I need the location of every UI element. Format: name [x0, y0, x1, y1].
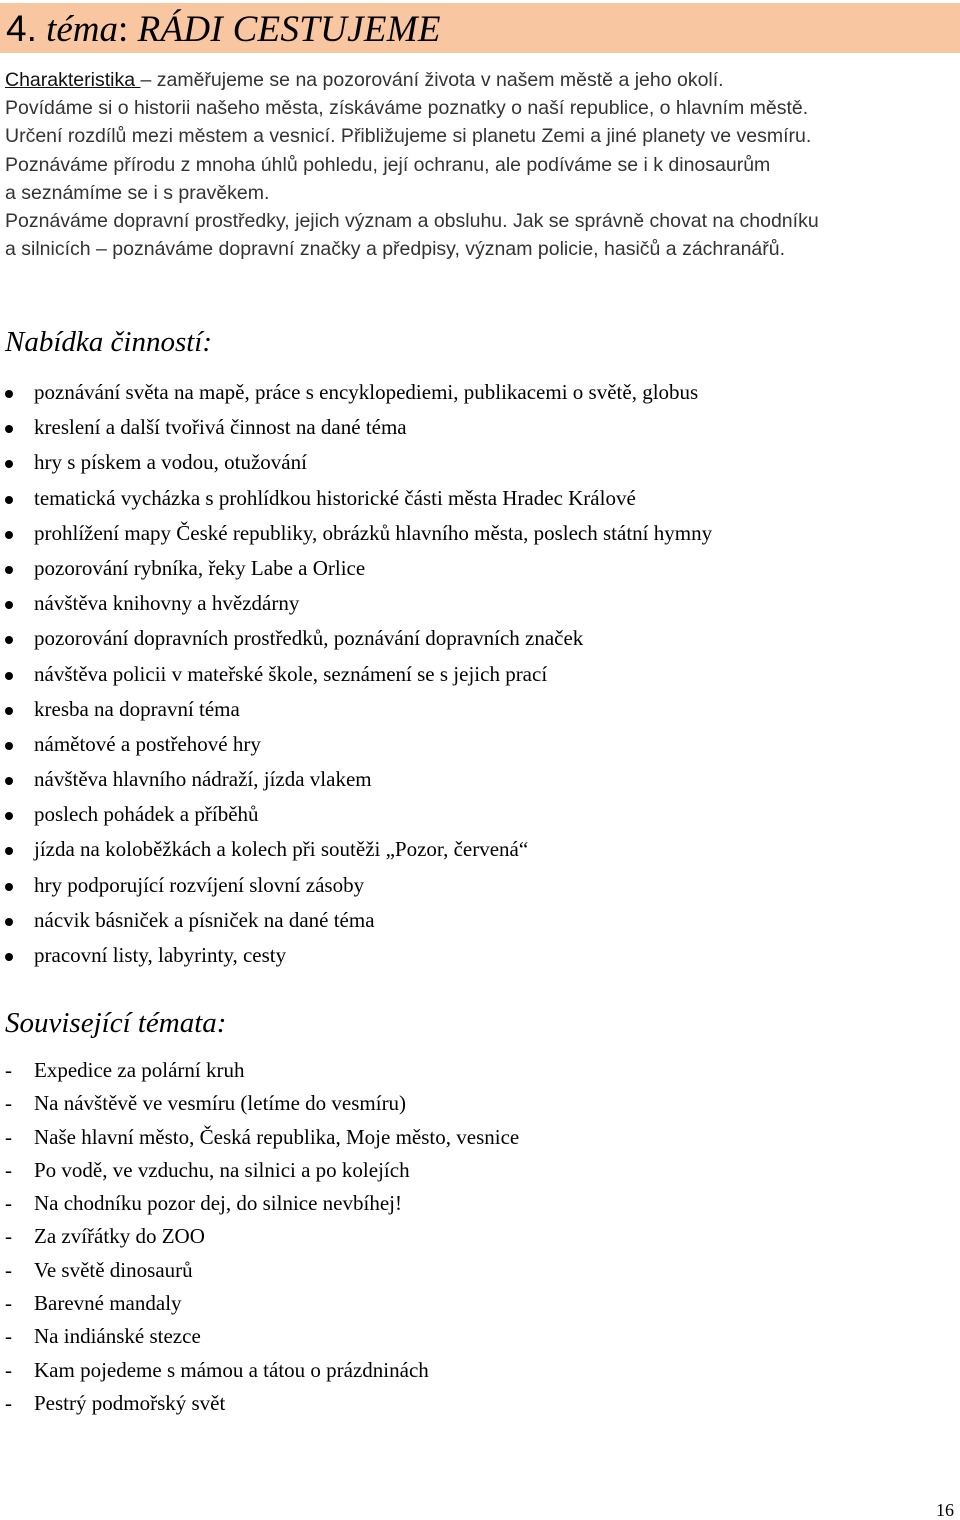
characteristics-paragraph	[5, 66, 957, 263]
topic-label: téma	[46, 9, 119, 50]
dash-marker: -	[5, 1257, 12, 1282]
list-item-text: Naše hlavní město, Česká republika, Moje město, vesnice	[34, 1124, 520, 1149]
bullet-icon	[5, 531, 13, 539]
bullet-icon	[5, 918, 13, 926]
list-item	[0, 868, 960, 903]
list-item	[0, 1320, 960, 1353]
intro-line-4: Poznáváme přírodu z mnoha úhlů pohledu, její ochranu, ale podíváme se i k dinosaurům	[5, 153, 771, 176]
page-number: 16	[936, 1500, 954, 1520]
list-item-text: návštěva knihovny a hvězdárny	[34, 591, 300, 616]
dash-marker: -	[5, 1357, 12, 1382]
list-item-text: Po vodě, ve vzduchu, na silnici a po kolejích	[34, 1157, 410, 1182]
list-item-text: Na chodníku pozor dej, do silnice nevbíhej!	[34, 1191, 402, 1216]
list-item	[0, 1220, 960, 1253]
bullet-icon	[5, 812, 13, 820]
list-item	[0, 762, 960, 797]
list-item-text: prohlížení mapy České republiky, obrázků hlavního města, poslech státní hymny	[34, 520, 713, 545]
list-item-text: tematická vycházka s prohlídkou historické části města Hradec Králové	[34, 485, 636, 510]
list-item-text: Na indiánské stezce	[34, 1324, 201, 1349]
list-item	[0, 410, 960, 445]
list-item-text: Na návštěvě ve vesmíru (letíme do vesmíru)	[34, 1091, 407, 1116]
related-topics-heading: Související témata:	[5, 1007, 227, 1039]
list-item	[0, 1254, 960, 1287]
bullet-icon	[5, 460, 13, 468]
list-item-text: hry podporující rozvíjení slovní zásoby	[34, 872, 365, 897]
bullet-icon	[5, 390, 13, 398]
list-item-text: pozorování rybníka, řeky Labe a Orlice	[34, 555, 366, 580]
dash-marker: -	[5, 1124, 12, 1149]
list-item	[0, 445, 960, 480]
list-item	[0, 797, 960, 832]
list-item	[0, 1354, 960, 1387]
topic-header-bar	[0, 3, 960, 53]
intro-line-5: a seznámíme se i s pravěkem.	[5, 181, 270, 204]
topic-colon: :	[118, 9, 129, 50]
intro-line-2: Povídáme si o historii našeho města, získáváme poznatky o naší republice, o hlavním městě.	[5, 97, 809, 120]
list-item-text: Pestrý podmořský svět	[34, 1390, 226, 1415]
bullet-icon	[5, 496, 13, 504]
bullet-icon	[5, 636, 13, 644]
list-item-text: návštěva hlavního nádraží, jízda vlakem	[34, 767, 372, 792]
list-item-text: Za zvířátky do ZOO	[34, 1224, 205, 1249]
topic-title	[6, 7, 441, 52]
topic-name: RÁDI CESTUJEME	[137, 9, 441, 50]
dash-marker: -	[5, 1291, 12, 1316]
list-item-text: Ve světě dinosaurů	[34, 1257, 193, 1282]
dash-marker: -	[5, 1191, 12, 1216]
list-item-text: nácvik básniček a písniček na dané téma	[34, 907, 375, 932]
intro-line-1	[5, 66, 957, 94]
list-item-text: poslech pohádek a příběhů	[34, 802, 259, 827]
bullet-icon	[5, 953, 13, 961]
dash-marker: -	[5, 1058, 12, 1082]
list-item	[0, 692, 960, 727]
bullet-icon	[5, 425, 13, 433]
dash-marker: -	[5, 1224, 12, 1249]
list-item	[0, 481, 960, 516]
bullet-icon	[5, 601, 13, 609]
related-topics-list	[0, 1054, 960, 1420]
list-item	[0, 1287, 960, 1320]
list-item	[0, 1387, 960, 1420]
list-item	[0, 586, 960, 621]
bullet-icon	[5, 707, 13, 715]
intro-line-3: Určení rozdílů mezi městem a vesnicí. Přibližujeme si planetu Zemi a jiné planety ve vesmíru.	[5, 125, 812, 148]
dash-marker: -	[5, 1324, 12, 1349]
list-item-text: hry s pískem a vodou, otužování	[34, 450, 307, 475]
list-item	[0, 1187, 960, 1220]
bullet-icon	[5, 847, 13, 855]
list-item-text: Barevné mandaly	[34, 1291, 182, 1316]
list-item-text: poznávání světa na mapě, práce s encyklopediemi, publikacemi o světě, globus	[34, 380, 699, 404]
intro-line-7: a silnicích – poznáváme dopravní značky a předpisy, význam policie, hasičů a záchranářů.	[5, 238, 786, 261]
list-item	[0, 1121, 960, 1154]
characteristics-label: Charakteristika	[5, 69, 141, 91]
list-item-text: námětové a postřehové hry	[34, 731, 261, 756]
list-item	[0, 516, 960, 551]
list-item	[0, 657, 960, 692]
list-item-text: návštěva policii v mateřské škole, seznámení se s jejich prací	[34, 661, 548, 686]
list-item-text: kreslení a další tvořivá činnost na dané téma	[34, 415, 407, 440]
list-item-text: pracovní listy, labyrinty, cesty	[34, 943, 287, 967]
bullet-icon	[5, 742, 13, 750]
list-item	[0, 1087, 960, 1120]
activities-list	[0, 375, 960, 973]
bullet-icon	[5, 672, 13, 680]
activities-heading: Nabídka činností:	[5, 326, 213, 358]
list-item	[0, 621, 960, 656]
list-item-text: kresba na dopravní téma	[34, 696, 240, 721]
bullet-icon	[5, 883, 13, 891]
list-item-text: pozorování dopravních prostředků, poznávání dopravních značek	[34, 626, 584, 651]
list-item	[0, 727, 960, 762]
list-item	[0, 551, 960, 586]
list-item-text: Expedice za polární kruh	[34, 1058, 245, 1082]
list-item	[0, 1154, 960, 1187]
list-item	[0, 832, 960, 867]
list-item	[0, 903, 960, 938]
list-item	[0, 1054, 960, 1087]
dash-marker: -	[5, 1157, 12, 1182]
intro-line-6: Poznáváme dopravní prostředky, jejich význam a obsluhu. Jak se správně chovat na chodníku	[5, 210, 819, 233]
topic-number: 4.	[6, 8, 37, 49]
dash-marker: -	[5, 1390, 12, 1415]
list-item	[0, 938, 960, 973]
dash-marker: -	[5, 1091, 12, 1116]
list-item-text: Kam pojedeme s mámou a tátou o prázdninách	[34, 1357, 429, 1382]
bullet-icon	[5, 566, 13, 574]
list-item	[0, 375, 960, 410]
list-item-text: jízda na koloběžkách a kolech při soutěži „Pozor, červená“	[34, 837, 529, 862]
bullet-icon	[5, 777, 13, 785]
intro-text: – zaměřujeme se na pozorování života v našem městě a jeho okolí.	[140, 69, 724, 91]
